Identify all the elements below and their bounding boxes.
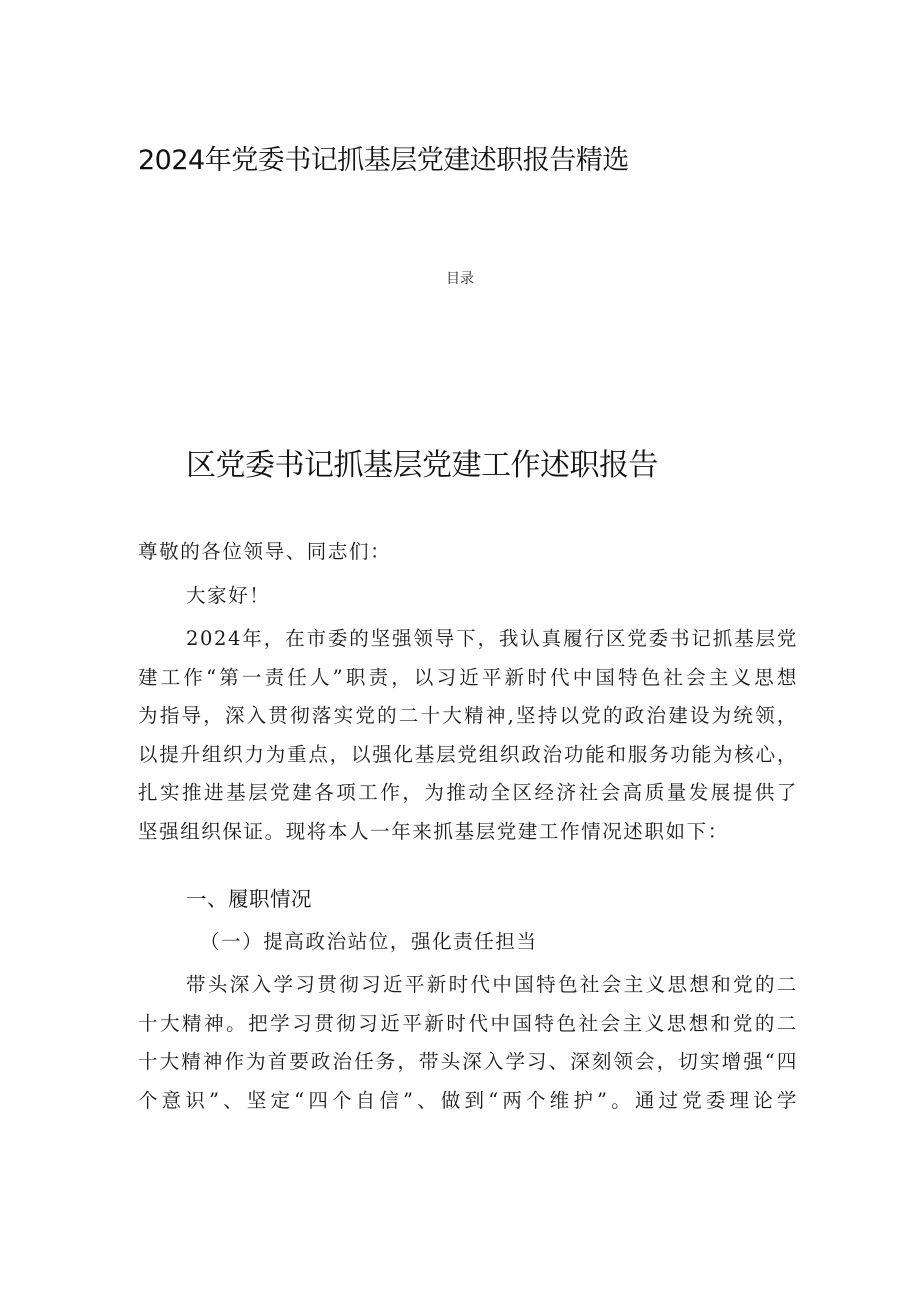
section-heading: 一、履职情况 [186,887,312,911]
paragraph-line: 为指导，深入贯彻落实党的二十大精神,坚持以党的政治建设为统领， [138,704,798,727]
paragraph-line: 十大精神作为首要政治任务，带头深入学习、深刻领会，切实增强“四 [138,1050,798,1073]
sub-heading: （一）提高政治站位，强化责任担当 [200,930,538,953]
document-title: 2024年党委书记抓基层党建述职报告精选 [138,145,629,176]
report-title: 区党委书记抓基层党建工作述职报告 [186,448,658,483]
paragraph-line: 建工作“第一责任人”职责，以习近平新时代中国特色社会主义思想 [138,665,798,689]
paragraph-line: 2024年，在市委的坚强领导下，我认真履行区党委书记抓基层党 [186,627,798,650]
paragraph-line: 带头深入学习贯彻习近平新时代中国特色社会主义思想和党的二 [186,973,798,996]
greeting: 大家好！ [186,584,271,607]
salutation: 尊敬的各位领导、同志们： [138,540,392,563]
paragraph-line: 十大精神。把学习贯彻习近平新时代中国特色社会主义思想和党的二 [138,1011,798,1035]
paragraph-line: 以提升组织力为重点，以强化基层党组织政治功能和服务功能为核心， [138,742,798,766]
paragraph-intro [138,620,798,851]
paragraph-line: 坚强组织保证。现将本人一年来抓基层党建工作情况述职如下： [138,819,729,843]
paragraph-study [138,966,798,1120]
paragraph-line: 扎实推进基层党建各项工作，为推动全区经济社会高质量发展提供了 [138,781,798,804]
toc-label: 目录 [446,271,474,287]
paragraph-line: 个意识”、坚定“四个自信”、做到“两个维护”。通过党委理论学 [138,1088,798,1112]
